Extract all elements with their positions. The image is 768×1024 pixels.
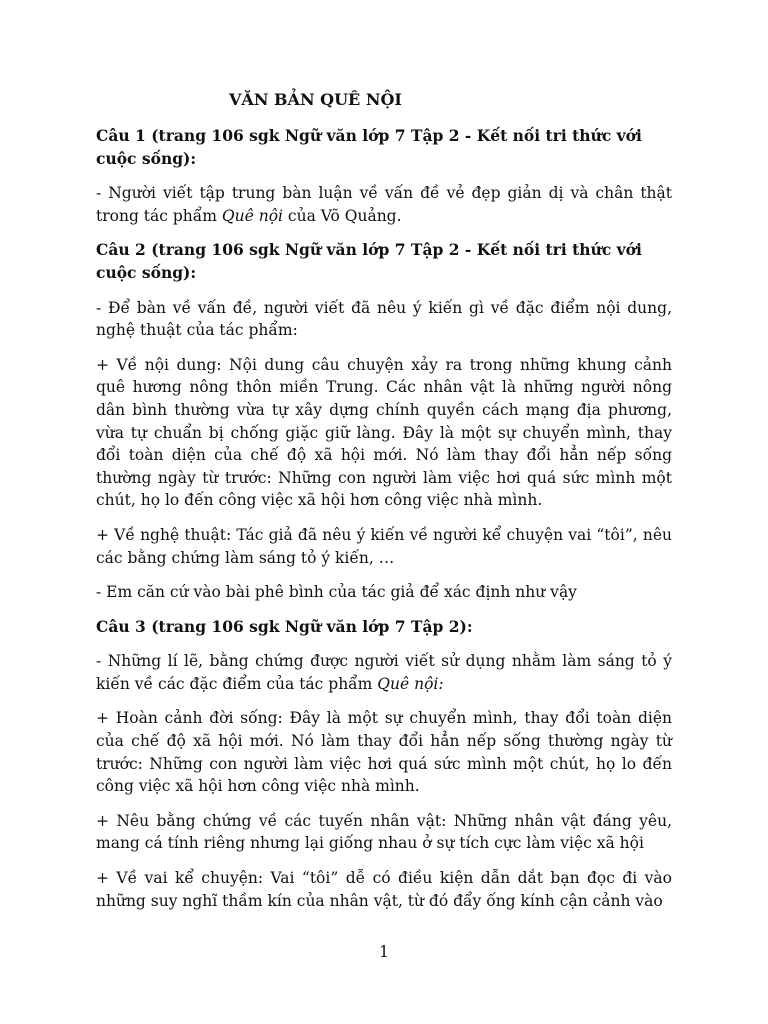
question-2-content-point: + Về nội dung: Nội dung câu chuyện xảy ra trong những khung cảnh quê hương nông thôn miền Trung. Các nhân vật là những người nông dân bình thường vừa tự xây dựng chính quyền cách mạng địa phương, vừa tự chuẩn bị chống giặc giữ làng. Đây là một sự chuyển mình, thay đổi toàn diện của chế độ xã hội mới. Nó làm thay đổi hẳn nếp sống thường ngày từ trước: Những con người làm việc hơi quá sức mình một chút, họ lo đến công việc xã hội hơn công việc nhà mình. [96,355,672,510]
question-3-intro [96,650,672,695]
question-2-art-point: + Về nghệ thuật: Tác giả đã nêu ý kiến về người kể chuyện vai “tôi”, nêu các bằng chứng làm sáng tỏ ý kiến, … [96,525,672,567]
question-1-answer-tail: của Võ Quảng. [282,206,402,225]
question-3-narrator: + Về vai kể chuyện: Vai “tôi” dễ có điều kiện dẫn dắt bạn đọc đi vào những suy nghĩ thầm kín của nhân vật, từ đó đẩy ống kính cận cảnh vào [96,869,672,910]
question-1-answer-text: - Người viết tập trung bàn luận về vấn đề vẻ đẹp giản dị và chân thật trong tác phẩm [96,184,672,225]
question-1-heading: Câu 1 (trang 106 sgk Ngữ văn lớp 7 Tập 2 - Kết nối tri thức với cuộc sống): [96,126,642,168]
work-title-italic-2: Quê nội: [377,674,444,693]
work-title-italic: Quê nội [221,206,283,225]
question-2-basis: - Em căn cứ vào bài phê bình của tác giả để xác định như vậy [96,583,577,602]
document-title: VĂN BẢN QUÊ NỘI [229,90,402,109]
question-3-characters: + Nêu bằng chứng về các tuyến nhân vật: Những nhân vật đáng yêu, mang cá tính riêng nhưng lại giống nhau ở sự tích cực làm việc xã hội [96,811,672,853]
question-3-heading: Câu 3 (trang 106 sgk Ngữ văn lớp 7 Tập 2): [96,616,473,636]
question-2-heading: Câu 2 (trang 106 sgk Ngữ văn lớp 7 Tập 2 - Kết nối tri thức với cuộc sống): [96,240,642,282]
question-3-intro-text: - Những lí lẽ, bằng chứng được người viết sử dụng nhằm làm sáng tỏ ý kiến về các đặc điểm của tác phẩm [96,652,672,693]
question-1-answer [96,182,672,227]
document-body [96,125,672,924]
question-2-intro: - Để bàn về vấn đề, người viết đã nêu ý kiến gì về đặc điểm nội dung, nghệ thuật của tác phẩm: [96,298,672,340]
question-3-circumstance: + Hoàn cảnh đời sống: Đây là một sự chuyển mình, thay đổi toàn diện của chế độ xã hội mới. Nó làm thay đổi hẳn nếp sống thường ngày từ trước: Những con người làm việc hơi quá sức mình một chút, họ lo đến công việc xã hội hơn công việc nhà mình. [96,709,672,796]
page-number: 1 [379,943,389,961]
